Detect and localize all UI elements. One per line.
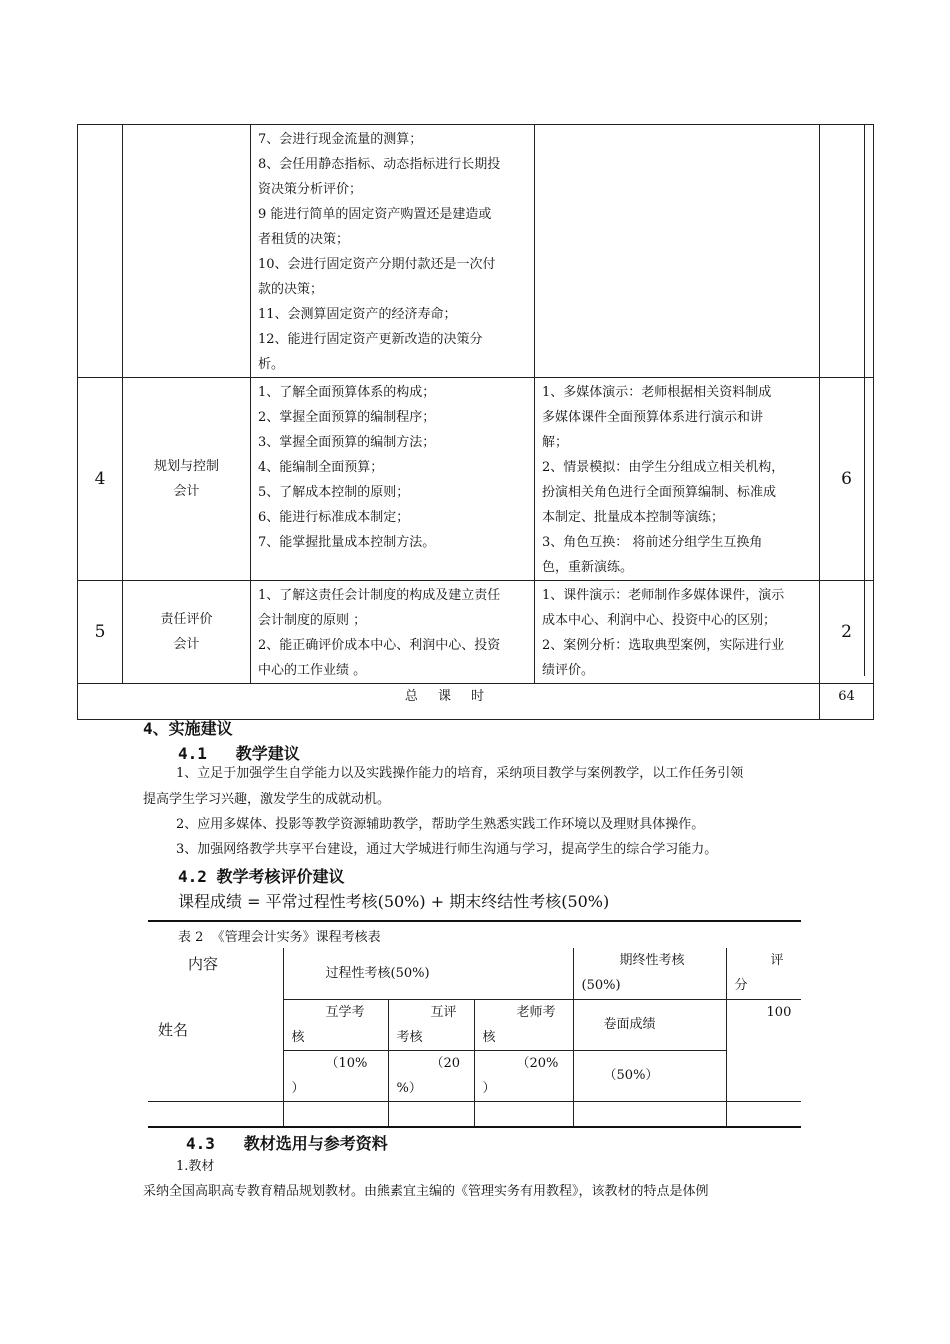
module-name: 责任评价 会计 xyxy=(123,581,251,684)
process-header: 过程性考核(50%) xyxy=(283,948,573,999)
list-item: 2、能正确评价成本中心、利润中心、投资 xyxy=(258,638,501,653)
table-row xyxy=(148,948,801,999)
exam-header: 卷面成绩 xyxy=(573,999,726,1050)
method-cell xyxy=(535,581,820,684)
table-row xyxy=(78,581,874,684)
curriculum-table xyxy=(77,124,874,720)
list-item: 8、会任用静态指标、动态指标进行长期投 xyxy=(258,157,501,172)
subsection-title: 4.1 教学建议 xyxy=(178,744,300,763)
empty-cell xyxy=(573,1101,726,1126)
list-item: 3、角色互换： 将前述分组学生互换角 xyxy=(542,535,763,550)
textbook-label: 1.教材 xyxy=(176,1159,215,1174)
empty-cell xyxy=(388,1101,474,1126)
total-value: 64 xyxy=(820,684,874,720)
hours-value: 6 xyxy=(820,378,874,581)
list-item: 解； xyxy=(542,435,569,450)
table-row xyxy=(78,378,874,581)
list-item: 本制定、批量成本控制等演练； xyxy=(542,510,725,525)
empty-cell xyxy=(726,1101,801,1126)
table-bottom-rule xyxy=(148,1126,801,1128)
corner-cell xyxy=(148,948,283,1101)
list-item: 1、多媒体演示：老师根据相关资料制成 xyxy=(542,385,772,400)
textbook-text: 采纳全国高职高专教育精品规划教材。由熊素宜主编的《管理实务有用教程》，该教材的特点是体例 xyxy=(143,1184,709,1199)
sub-header-peer-review: 互评 考核 xyxy=(388,999,474,1050)
list-item: 色，重新演练。 xyxy=(542,560,634,575)
assessment-table xyxy=(148,948,801,1127)
weight-peer-review: （20 %） xyxy=(388,1050,474,1101)
exam-weight: （50%） xyxy=(573,1050,726,1101)
list-item: 2、案例分析：选取典型案例，实际进行业 xyxy=(542,638,785,653)
weight-peer-study: （10% ） xyxy=(283,1050,388,1101)
sub-header-peer-study: 互学考 核 xyxy=(283,999,388,1050)
module-name: 规划与控制 会计 xyxy=(123,378,251,581)
subsection-title: 4.3 教材选用与参考资料 xyxy=(186,1134,388,1153)
list-item: 款的决策； xyxy=(258,282,324,297)
list-item: 中心的工作业绩 。 xyxy=(258,663,367,678)
list-item: 资决策分析评价； xyxy=(258,182,363,197)
list-item: 7、能掌握批量成本控制方法。 xyxy=(258,535,436,550)
list-item: 会计制度的原则 ； xyxy=(258,613,367,628)
list-item: 10、会进行固定资产分期付款还是一次付 xyxy=(258,257,496,272)
list-item: 2、情景模拟：由学生分组成立相关机构， xyxy=(542,460,785,475)
table-border-line xyxy=(864,124,865,676)
hours-cell xyxy=(820,125,874,378)
list-item: 6、能进行标准成本制定； xyxy=(258,510,410,525)
sub-header-teacher: 老师考 核 xyxy=(474,999,573,1050)
section-title: 4、实施建议 xyxy=(143,719,233,738)
list-item: 7、会进行现金流量的测算； xyxy=(258,132,423,147)
list-item: 11、会测算固定资产的经济寿命； xyxy=(258,307,457,322)
empty-cell xyxy=(283,1101,388,1126)
list-item: 1、了解全面预算体系的构成； xyxy=(258,385,436,400)
list-item: 扮演相关角色进行全面预算编制、标准成 xyxy=(542,485,777,500)
paragraph: 1、立足于加强学生自学能力以及实践操作能力的培育，采纳项目教学与案例教学，以工作任务引领 xyxy=(176,766,744,781)
module-name-cell xyxy=(123,125,251,378)
list-item: 5、了解成本控制的原则； xyxy=(258,485,410,500)
list-item: 析。 xyxy=(258,357,285,372)
total-row xyxy=(78,684,874,720)
list-item: 9 能进行简单的固定资产购置还是建造或 xyxy=(258,207,492,222)
score-value: 100 xyxy=(726,999,801,1101)
list-item: 12、能进行固定资产更新改造的决策分 xyxy=(258,332,483,347)
module-number: 4 xyxy=(78,378,123,581)
table-top-rule xyxy=(148,920,801,922)
number-cell xyxy=(78,125,123,378)
final-header: 期终性考核 (50%) xyxy=(573,948,726,999)
empty-cell xyxy=(474,1101,573,1126)
list-item: 3、掌握全面预算的编制方法； xyxy=(258,435,436,450)
corner-name-label: 姓名 xyxy=(158,1021,189,1039)
empty-cell xyxy=(148,1101,283,1126)
grade-formula: 课程成绩 = 平常过程性考核(50%) + 期末终结性考核(50%) xyxy=(178,892,610,911)
subsection-title: 4.2 教学考核评价建议 xyxy=(178,867,345,886)
method-cell xyxy=(535,125,820,378)
content-cell xyxy=(251,125,535,378)
method-cell xyxy=(535,378,820,581)
weight-teacher: （20% ） xyxy=(474,1050,573,1101)
list-item: 4、能编制全面预算； xyxy=(258,460,384,475)
table-row xyxy=(148,1101,801,1126)
list-item: 1、了解这责任会计制度的构成及建立责任 xyxy=(258,588,501,603)
paragraph: 3、加强网络教学共享平台建设，通过大学城进行师生沟通与学习，提高学生的综合学习能力。 xyxy=(176,842,718,857)
hours-value: 2 xyxy=(820,581,874,684)
score-header: 评 分 xyxy=(726,948,801,999)
content-cell xyxy=(251,378,535,581)
list-item: 多媒体课件全面预算体系进行演示和讲 xyxy=(542,410,764,425)
module-number: 5 xyxy=(78,581,123,684)
table-row xyxy=(78,125,874,378)
paragraph: 提高学生学习兴趣，激发学生的成就动机。 xyxy=(143,792,391,807)
total-label: 总 课 时 xyxy=(78,684,820,720)
content-cell xyxy=(251,581,535,684)
list-item: 绩评价。 xyxy=(542,663,595,678)
list-item: 成本中心、利润中心、投资中心的区别； xyxy=(542,613,777,628)
list-item: 2、掌握全面预算的编制程序； xyxy=(258,410,436,425)
corner-content-label: 内容 xyxy=(188,955,219,973)
list-item: 者租赁的决策； xyxy=(258,232,350,247)
list-item: 1、课件演示：老师制作多媒体课件，演示 xyxy=(542,588,785,603)
table-caption: 表 2 《管理会计实务》课程考核表 xyxy=(178,930,381,945)
paragraph: 2、应用多媒体、投影等教学资源辅助教学，帮助学生熟悉实践工作环境以及理财具体操作。 xyxy=(176,817,705,832)
table-border-line xyxy=(864,124,873,125)
